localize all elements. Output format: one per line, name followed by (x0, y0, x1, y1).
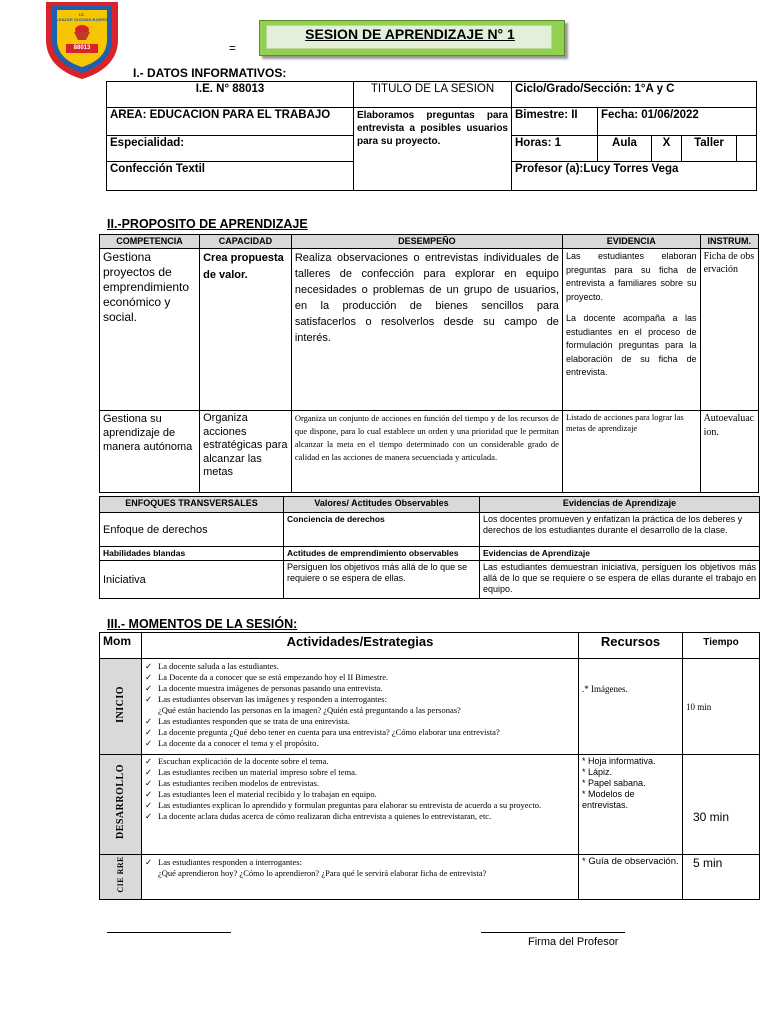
evidencias-aprendizaje: Evidencias de Aprendizaje (480, 547, 760, 561)
header-capacidad: CAPACIDAD (200, 235, 292, 249)
capacidad-1: Crea propuesta de valor. (200, 249, 292, 411)
title-box (259, 20, 565, 56)
cierre-item: ✓ Las estudiantes responden a interrogantes: ¿Qué aprendieron hoy? ¿Cómo lo aprendieron? ¿Para qué le servirá elaborar ficha de entrevista? (145, 857, 487, 878)
desarrollo-recurso: * Papel sabana. (582, 778, 646, 788)
desempeno-1: Realiza observaciones o entrevistas individuales de talleres de confección para explorar en equipo necesidades o problemas de un grupo de usuarios, en la producción de bienes sencillos para satisfacerlos o resolverlos desde su campo de interés. (291, 249, 562, 411)
evidencia-1b: La docente acompaña a las estudiantes en el proceso de formulación preguntas para la elaboración de su ficha de entrevista. (565, 313, 697, 377)
logo-top-text: I.E. (78, 12, 85, 17)
inicio-item: ✓ La docente da a conocer el tema y el propósito. (145, 738, 319, 748)
desarrollo-recurso: * Lápiz. (582, 767, 613, 777)
titulo-value: Elaboramos preguntas para entrevista a posibles usuarios para su proyecto. (354, 108, 512, 191)
check-icon: ✓ (145, 661, 153, 671)
evidencia-2: Listado de acciones para lograr las metas de aprendizaje (562, 411, 700, 493)
cierre-question: ¿Qué aprendieron hoy? ¿Cómo lo aprendieron? ¿Para qué le servirá elaborar ficha de entrevista? (158, 868, 487, 878)
desarrollo-recurso: * Hoja informativa. (582, 756, 656, 766)
check-icon: ✓ (145, 767, 153, 777)
momentos-table (99, 632, 760, 900)
instrumento-2: Autoevaluacion. (700, 411, 758, 493)
taller-cell: Taller (682, 136, 737, 162)
instrumento-1: Ficha de observación (700, 249, 758, 411)
inicio-item: ✓ La docente saluda a las estudiantes. (145, 661, 279, 671)
equals-sign: = (229, 41, 237, 55)
desarrollo-item: ✓ La docente aclara dudas acerca de cómo realizaran dicha entrevista a quienes lo entrevistaran, etc. (145, 811, 492, 821)
desempeno-2: Organiza un conjunto de acciones en función del tiempo y de los recursos de que dispone, para lo cual establece un orden y una prioridad que le permitan alcanzar la meta en el tiempo determinado con un considerable grado de calidad en las acciones de manera secuenciada y articulada. (291, 411, 562, 493)
horas-cell: Horas: 1 (512, 136, 598, 162)
inicio-item: ✓ Las estudiantes observan las imágenes y responden a interrogantes: ¿Qué están haciendo las personas en la imagen? ¿Quién está preguntando a las personas? (145, 694, 461, 715)
aula-mark: X (652, 136, 682, 162)
iniciativa-actitud: Persiguen los objetivos más allá de lo que se requiere o se espera de ellas. (284, 561, 480, 599)
school-logo (44, 0, 120, 80)
inicio-item: ✓ La docente muestra imágenes de personas pasando una entrevista. (145, 683, 383, 693)
check-icon: ✓ (145, 738, 153, 748)
page-title: SESION DE APRENDIZAJE N° 1 (305, 26, 515, 42)
section3-heading: III.- MOMENTOS DE LA SESIÓN: (107, 617, 298, 631)
check-icon: ✓ (145, 683, 153, 693)
header-instrumento: INSTRUM. (700, 235, 758, 249)
desarrollo-label: DESARROLLO (115, 764, 126, 840)
header-enfoques: ENFOQUES TRANSVERSALES (100, 497, 284, 513)
check-icon: ✓ (145, 672, 153, 682)
check-icon: ✓ (145, 857, 153, 867)
check-icon: ✓ (145, 716, 153, 726)
desarrollo-recurso: * Modelos de entrevistas. (582, 789, 635, 810)
signature-line-left (107, 932, 231, 933)
derechos-evidencia: Los docentes promueven y enfatizan la práctica de los deberes y derechos de los estudiantes durante el desarrollo de la clase. (480, 513, 760, 547)
signature-line-right (481, 932, 625, 933)
especialidad-cell: Especialidad: (107, 136, 354, 162)
cierre-recursos: * Guía de observación. (579, 855, 683, 900)
inicio-item: ✓ Las estudiantes responden que se trata de una entrevista. (145, 716, 350, 726)
actitudes-emprendimiento: Actitudes de emprendimiento observables (284, 547, 480, 561)
iniciativa-evidencia: Las estudiantes demuestran iniciativa, persiguen los objetivos más allá de lo que se requiere o se espera de ellas durante el trabajo en equipo. (480, 561, 760, 599)
logo-number: 88013 (73, 45, 91, 51)
ie-cell: I.E. N° 88013 (107, 82, 354, 108)
header-recursos: Recursos (579, 633, 683, 659)
competencia-2: Gestiona su aprendizaje de manera autónoma (100, 411, 200, 493)
desarrollo-item: ✓ Las estudiantes explican lo aprendido y formulan preguntas para elaborar su entrevista de acuerdo a su proyecto. (145, 800, 542, 810)
check-icon: ✓ (145, 800, 153, 810)
confeccion-cell: Confección Textil (107, 162, 354, 191)
inicio-label: INICIO (115, 685, 126, 723)
iniciativa: Iniciativa (100, 561, 284, 599)
desarrollo-item: ✓ Escuchan explicación de la docente sobre el tema. (145, 756, 329, 766)
firma-profesor: Firma del Profesor (528, 936, 619, 948)
bimestre-cell: Bimestre: II (512, 108, 598, 136)
inicio-recursos: .* Imágenes. (579, 659, 683, 755)
desarrollo-item: ✓ Las estudiantes reciben un material impreso sobre el tema. (145, 767, 357, 777)
inicio-question: ¿Qué están haciendo las personas en la imagen? ¿Quién está preguntando a las personas? (158, 705, 461, 715)
header-evidencias: Evidencias de Aprendizaje (480, 497, 760, 513)
habilidades-blandas: Habilidades blandas (100, 547, 284, 561)
desarrollo-item: ✓ Las estudiantes leen el material recibido y lo trabajan en equipo. (145, 789, 377, 799)
aula-cell: Aula (598, 136, 652, 162)
capacidad-2: Organiza acciones estratégicas para alcanzar las metas (200, 411, 292, 493)
logo-school-name: ELEAZAR GUZMAN BARRÓN (53, 17, 111, 22)
inicio-item: ✓ La docente pregunta ¿Qué debo tener en cuenta para una entrevista? ¿Cómo elaborar una entrevista? (145, 727, 500, 737)
enfoques-table (99, 496, 760, 599)
ciclo-cell: Ciclo/Grado/Sección: 1°A y C (512, 82, 757, 108)
desarrollo-item: ✓ Las estudiantes reciben modelos de entrevistas. (145, 778, 319, 788)
titulo-label: TITULO DE LA SESION (354, 82, 512, 108)
header-mom: Mom (100, 633, 142, 659)
inicio-tiempo: 10 min (683, 659, 760, 755)
check-icon: ✓ (145, 727, 153, 737)
cierre-tiempo: 5 min (683, 855, 760, 900)
header-desempeno: DESEMPEÑO (291, 235, 562, 249)
enfoque-derechos: Enfoque de derechos (100, 513, 284, 547)
fecha-cell: Fecha: 01/06/2022 (598, 108, 757, 136)
inicio-item: ✓ La Docente da a conocer que se está empezando hoy el II Bimestre. (145, 672, 389, 682)
conciencia-derechos: Conciencia de derechos (284, 513, 480, 547)
section2-heading: II.-PROPOSITO DE APRENDIZAJE (107, 217, 308, 231)
header-evidencia: EVIDENCIA (562, 235, 700, 249)
check-icon: ✓ (145, 789, 153, 799)
header-valores: Valores/ Actitudes Observables (284, 497, 480, 513)
desarrollo-tiempo: 30 min (683, 755, 760, 855)
profesor-cell: Profesor (a):Lucy Torres Vega (512, 162, 757, 191)
check-icon: ✓ (145, 694, 153, 704)
evidencia-1a: Las estudiantes elaboran preguntas para su ficha de entrevista a familiares sobre su proyecto. (565, 251, 697, 302)
datos-informativos-table (106, 81, 757, 191)
header-tiempo: Tiempo (683, 633, 760, 659)
check-icon: ✓ (145, 811, 153, 821)
check-icon: ✓ (145, 756, 153, 766)
competencia-1: Gestiona proyectos de emprendimiento económico y social. (100, 249, 200, 411)
check-icon: ✓ (145, 778, 153, 788)
cierre-label: CIE RRE (116, 856, 125, 893)
area-cell: AREA: EDUCACION PARA EL TRABAJO (107, 108, 354, 136)
header-competencia: COMPETENCIA (100, 235, 200, 249)
header-actividades: Actividades/Estrategias (142, 633, 579, 659)
proposito-table (99, 234, 759, 493)
section1-heading: I.- DATOS INFORMATIVOS: (133, 66, 287, 80)
